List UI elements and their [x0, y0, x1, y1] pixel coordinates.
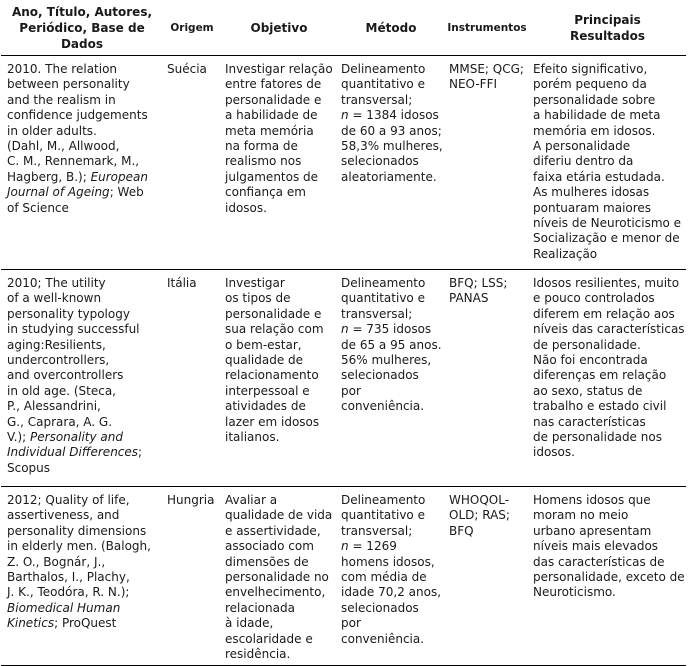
- cell-objective: Investigar relação entre fatores de personalidade e a habilidade de meta memória na forma de realismo nos julgamentos de confiança em idosos.: [225, 62, 333, 215]
- cell-results: Homens idosos que moram no meio urbano apresentam níveis mais elevados das características de personalidade, exceto de Neuroticismo.: [533, 493, 685, 600]
- cell-objective: Investigar os tipos de personalidade e sua relação com o bem-estar, qualidade de relacionamento interpessoal e atividades de lazer em idosos italianos.: [225, 276, 324, 445]
- cell-objective: Avaliar a qualidade de vida e assertividade, associado com dimensões de personalidade no envelhecimento, relacionada à idade, escolaridade e residência.: [225, 493, 333, 662]
- table-row: [1, 56, 686, 270]
- cell-reference: 2010. The relation between personality and the realism in confidence judgements in older adults. (Dahl, M., Allwood, C. M., Rennemark, M., Hagberg, B.); European Journal of Ageing; Web of Science: [7, 62, 148, 215]
- cell-origin: Itália: [167, 276, 197, 290]
- header-row: [1, 2, 686, 56]
- cell-method: Delineamento quantitativo e transversal; n = 1384 idosos de 60 a 93 anos; 58,3% mulheres, selecionados aleatoriamente.: [341, 62, 443, 184]
- header-method: Método: [365, 21, 417, 35]
- cell-results: Idosos resilientes, muito e pouco controlados diferem em relação aos níveis das características de personalidade. Não foi encontrada diferenças em relação ao sexo, status de trabalho e estado civil nas características de personalidade nos idosos.: [533, 276, 685, 460]
- cell-reference: 2010; The utility of a well-known personality typology in studying successful aging:Resilients, undercontrollers, and overcontrollers in old age. (Steca, P., Alessandrini, G., Caprara, A. G. V.); Personality and Individual Differences; Scopus: [7, 276, 143, 475]
- cell-method: Delineamento quantitativo e transversal; n = 1269 homens idosos, com média de idade 70,2 anos, selecionados por conveniência.: [341, 493, 442, 646]
- header-objective: Objetivo: [250, 21, 308, 35]
- cell-origin: Suécia: [167, 62, 207, 76]
- cell-method: Delineamento quantitativo e transversal; n = 735 idosos de 65 a 95 anos. 56% mulheres, selecionados por conveniência.: [341, 276, 442, 414]
- cell-instruments: WHOQOL- OLD; RAS; BFQ: [449, 493, 510, 538]
- header-origin: Origem: [170, 22, 214, 34]
- table-row: [1, 487, 686, 666]
- header-results: Principais Resultados: [570, 13, 645, 43]
- cell-results: Efeito significativo, porém pequeno da personalidade sobre a habilidade de meta memória em idosos. A personalidade diferiu dentro da faixa etária estudada. As mulheres idosas pontuaram maiores níveis de Neuroticismo e Socialização e menor de Realização: [533, 62, 682, 261]
- table-row: [1, 270, 686, 487]
- header-ref: Ano, Título, Autores, Periódico, Base de Dados: [11, 5, 153, 51]
- cell-reference: 2012; Quality of life, assertiveness, and personality dimensions in elderly men. (Balogh, Z. O., Bognár, J., Barthalos, I., Plachy, J. K., Teodóra, R. N.); Biomedical Human Kinetics; ProQuest: [7, 493, 151, 631]
- literature-review-table: [1, 2, 686, 666]
- header-instruments: Instrumentos: [447, 22, 527, 34]
- cell-origin: Hungria: [167, 493, 215, 507]
- cell-instruments: BFQ; LSS; PANAS: [449, 276, 508, 306]
- cell-instruments: MMSE; QCG; NEO-FFI: [449, 62, 524, 92]
